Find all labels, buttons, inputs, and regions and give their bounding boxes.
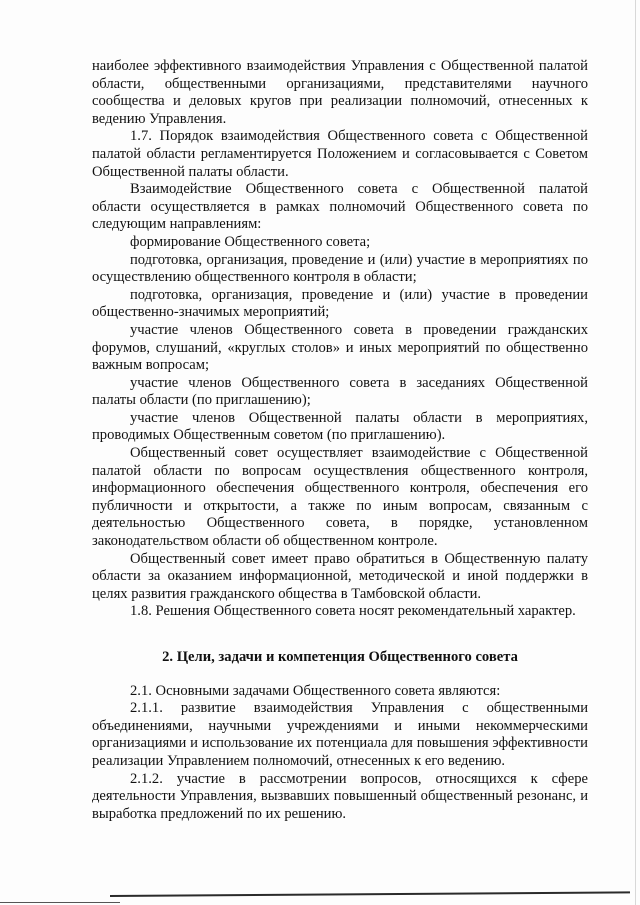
list-item-council-events: участие членов Общественной палаты области в мероприятиях, проводимых Общественным советом (по приглашению). <box>92 409 588 444</box>
scan-edge-bottom <box>110 891 630 897</box>
scan-edge-bottom-left <box>0 902 120 903</box>
paragraph-support-request: Общественный совет имеет право обратиться в Общественную палату области за оказанием информационной, методической и иной поддержки в целях развития гражданского общества в Тамбовской области. <box>92 550 588 602</box>
paragraph-interaction-areas: Общественный совет осуществляет взаимодействие с Общественной палатой области по вопросам осуществления общественного контроля, информационного обеспечения общественного контроля, обеспечения его публичности и открытости, а также по иным вопросам, связанным с деятельностью Общественного совета, в порядке, установленном законодательством области об общественном контроле. <box>92 445 588 550</box>
list-item-forums: участие членов Общественного совета в проведении гражданских форумов, слушаний, «круглых столов» и иных мероприятий по общественно важным вопросам; <box>92 321 588 374</box>
paragraph-2-1: 2.1. Основными задачами Общественного совета являются: <box>130 682 501 699</box>
scan-edge-right <box>635 0 636 905</box>
paragraph-1-8: 1.8. Решения Общественного совета носят рекомендательный характер. <box>130 603 576 620</box>
list-item-formation: формирование Общественного совета; <box>130 233 371 250</box>
document-body <box>92 58 588 823</box>
list-item-chamber-meetings: участие членов Общественного совета в заседаниях Общественной палаты области (по приглашению); <box>92 374 588 409</box>
paragraph-2-1-2: 2.1.2. участие в рассмотрении вопросов, относящихся к сфере деятельности Управления, вызвавших повышенный общественный резонанс, и выработка предложений по их решению. <box>92 770 588 822</box>
paragraph-interaction-intro: Взаимодействие Общественного совета с Общественной палатой области осуществляется в рамках полномочий Общественного совета по следующим направлениям: <box>92 181 588 233</box>
paragraph-continuation: наиболее эффективного взаимодействия Управления с Общественной палатой области, общественными организациями, представителями научного сообщества и деловых кругов при реализации полномочий, отнесенных к ведению Управления. <box>92 58 588 127</box>
paragraph-1-7: 1.7. Порядок взаимодействия Общественного совета с Общественной палатой области регламентируется Положением и согласовывается с Советом Общественной палаты области. <box>92 128 588 180</box>
section-heading: 2. Цели, задачи и компетенция Общественного совета <box>162 649 518 665</box>
list-item-public-control: подготовка, организация, проведение и (или) участие в мероприятиях по осуществлению общественного контроля в области; <box>92 251 588 286</box>
list-item-significant-events: подготовка, организация, проведение и (или) участие в проведении общественно-значимых мероприятий; <box>92 286 588 321</box>
paragraph-2-1-1: 2.1.1. развитие взаимодействия Управления с общественными объединениями, научными учреждениями и иными некоммерческими организациями и использование их потенциала для повышения эффективности реализации Управлением полномочий, отнесенных к его ведению. <box>92 700 588 769</box>
